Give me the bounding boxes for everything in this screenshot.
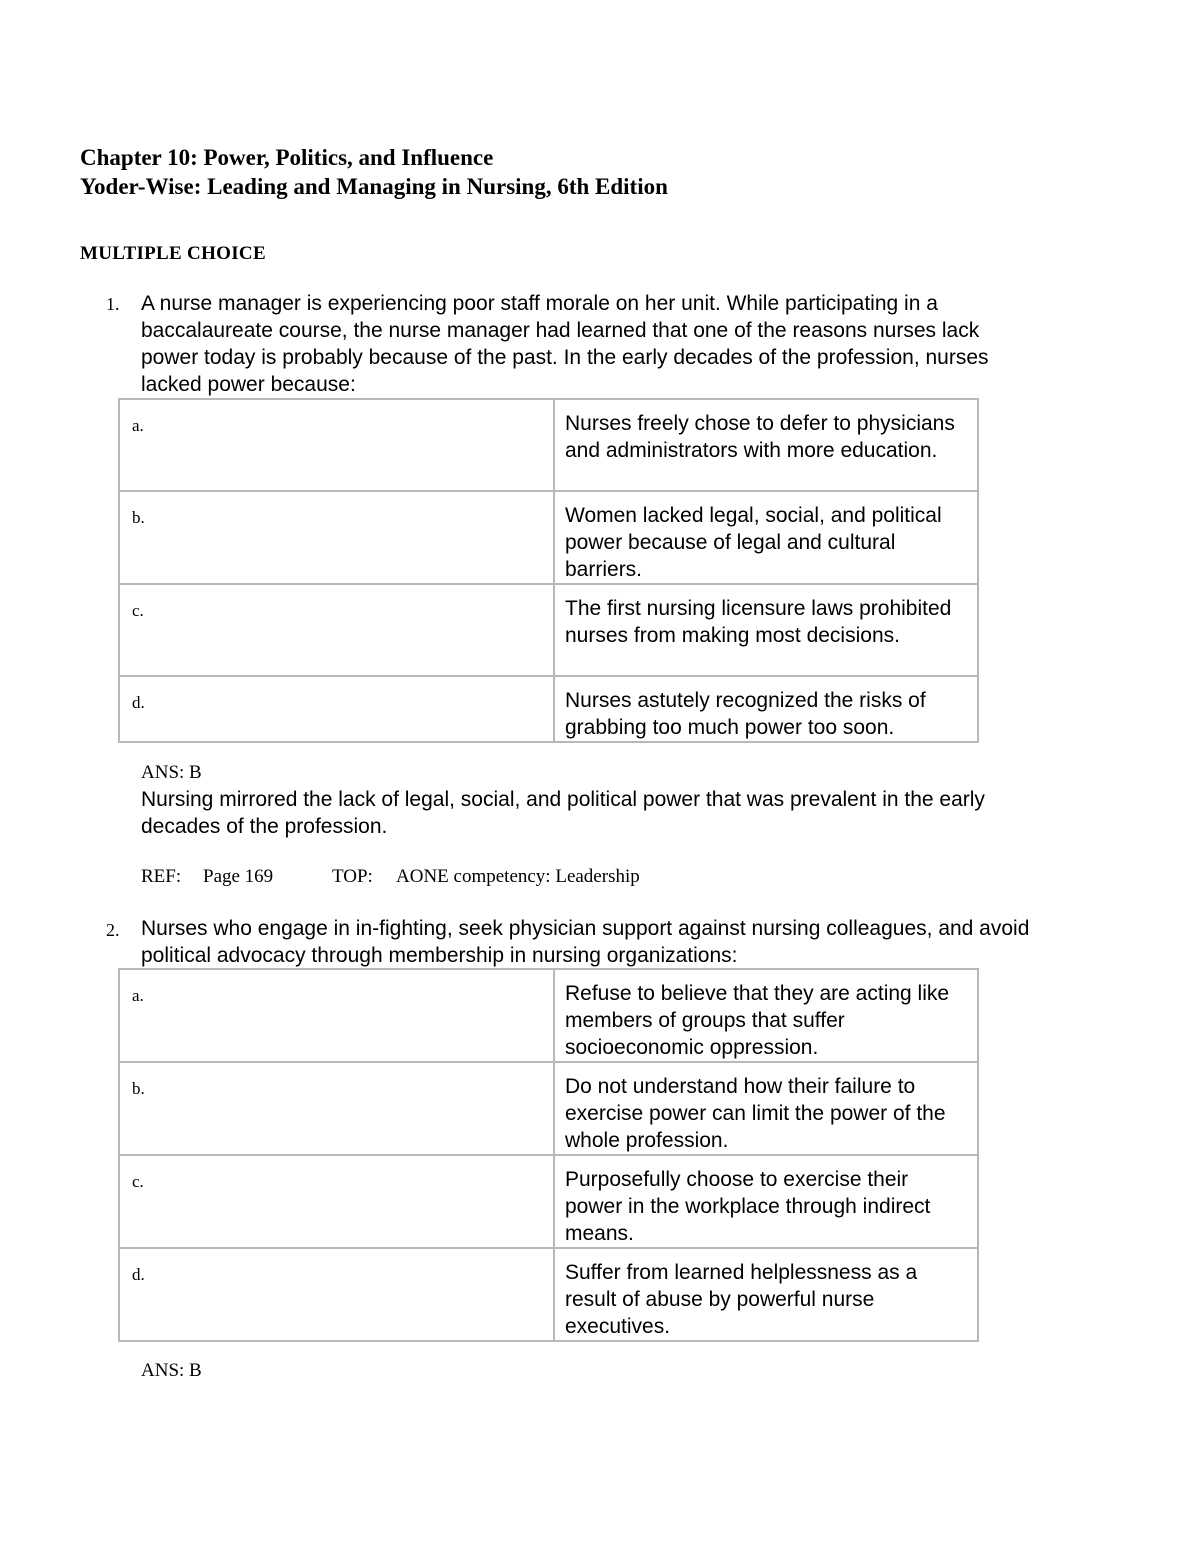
reference-label: REF: <box>141 866 182 887</box>
option-row <box>119 491 978 584</box>
topic-value: AONE competency: Leadership <box>396 866 640 887</box>
answer-rationale: Nursing mirrored the lack of legal, social, and political power that was prevalent in the early decades of the profession. <box>141 788 985 838</box>
option-row <box>119 1248 978 1341</box>
option-letter: b. <box>132 508 145 527</box>
option-row <box>119 1155 978 1248</box>
option-row <box>119 584 978 676</box>
question-number: 2. <box>106 920 120 940</box>
book-subtitle: Yoder-Wise: Leading and Managing in Nursing, 6th Edition <box>80 174 668 199</box>
chapter-title: Chapter 10: Power, Politics, and Influence <box>80 145 494 170</box>
option-letter: c. <box>132 1172 144 1191</box>
answer-key: ANS: B <box>141 762 202 783</box>
option-letter: b. <box>132 1079 145 1098</box>
section-heading: MULTIPLE CHOICE <box>80 243 266 264</box>
answer-key: ANS: B <box>141 1360 202 1381</box>
option-text: Do not understand how their failure to exercise power can limit the power of the whole profession. <box>565 1075 946 1152</box>
option-letter: d. <box>132 1265 145 1284</box>
option-letter: d. <box>132 693 145 712</box>
option-text: Nurses freely chose to defer to physicians and administrators with more education. <box>565 412 955 462</box>
option-row <box>119 1062 978 1155</box>
option-text: Purposefully choose to exercise their power in the workplace through indirect means. <box>565 1168 931 1245</box>
question-number: 1. <box>106 294 120 314</box>
topic-label: TOP: <box>332 866 373 887</box>
option-letter: a. <box>132 986 144 1005</box>
reference-page: Page 169 <box>203 866 274 887</box>
options-table <box>118 398 979 743</box>
option-text: Nurses astutely recognized the risks of grabbing too much power too soon. <box>565 689 926 739</box>
option-row <box>119 969 978 1062</box>
options-table <box>118 968 979 1342</box>
question-text: A nurse manager is experiencing poor staff morale on her unit. While participating in a baccalaureate course, the nurse manager had learned that one of the reasons nurses lack power today is probably because of the past. In the early decades of the profession, nurses lacked power because: <box>141 292 989 396</box>
option-text: The first nursing licensure laws prohibited nurses from making most decisions. <box>565 597 952 647</box>
option-letter: a. <box>132 416 144 435</box>
option-letter: c. <box>132 601 144 620</box>
option-text: Suffer from learned helplessness as a result of abuse by powerful nurse executives. <box>565 1261 918 1338</box>
option-row <box>119 676 978 742</box>
question-text: Nurses who engage in in-fighting, seek physician support against nursing colleagues, and avoid political advocacy through membership in nursing organizations: <box>141 917 1030 967</box>
option-text: Refuse to believe that they are acting like members of groups that suffer socioeconomic oppression. <box>565 982 950 1059</box>
option-text: Women lacked legal, social, and political power because of legal and cultural barriers. <box>565 504 942 581</box>
option-row <box>119 399 978 491</box>
